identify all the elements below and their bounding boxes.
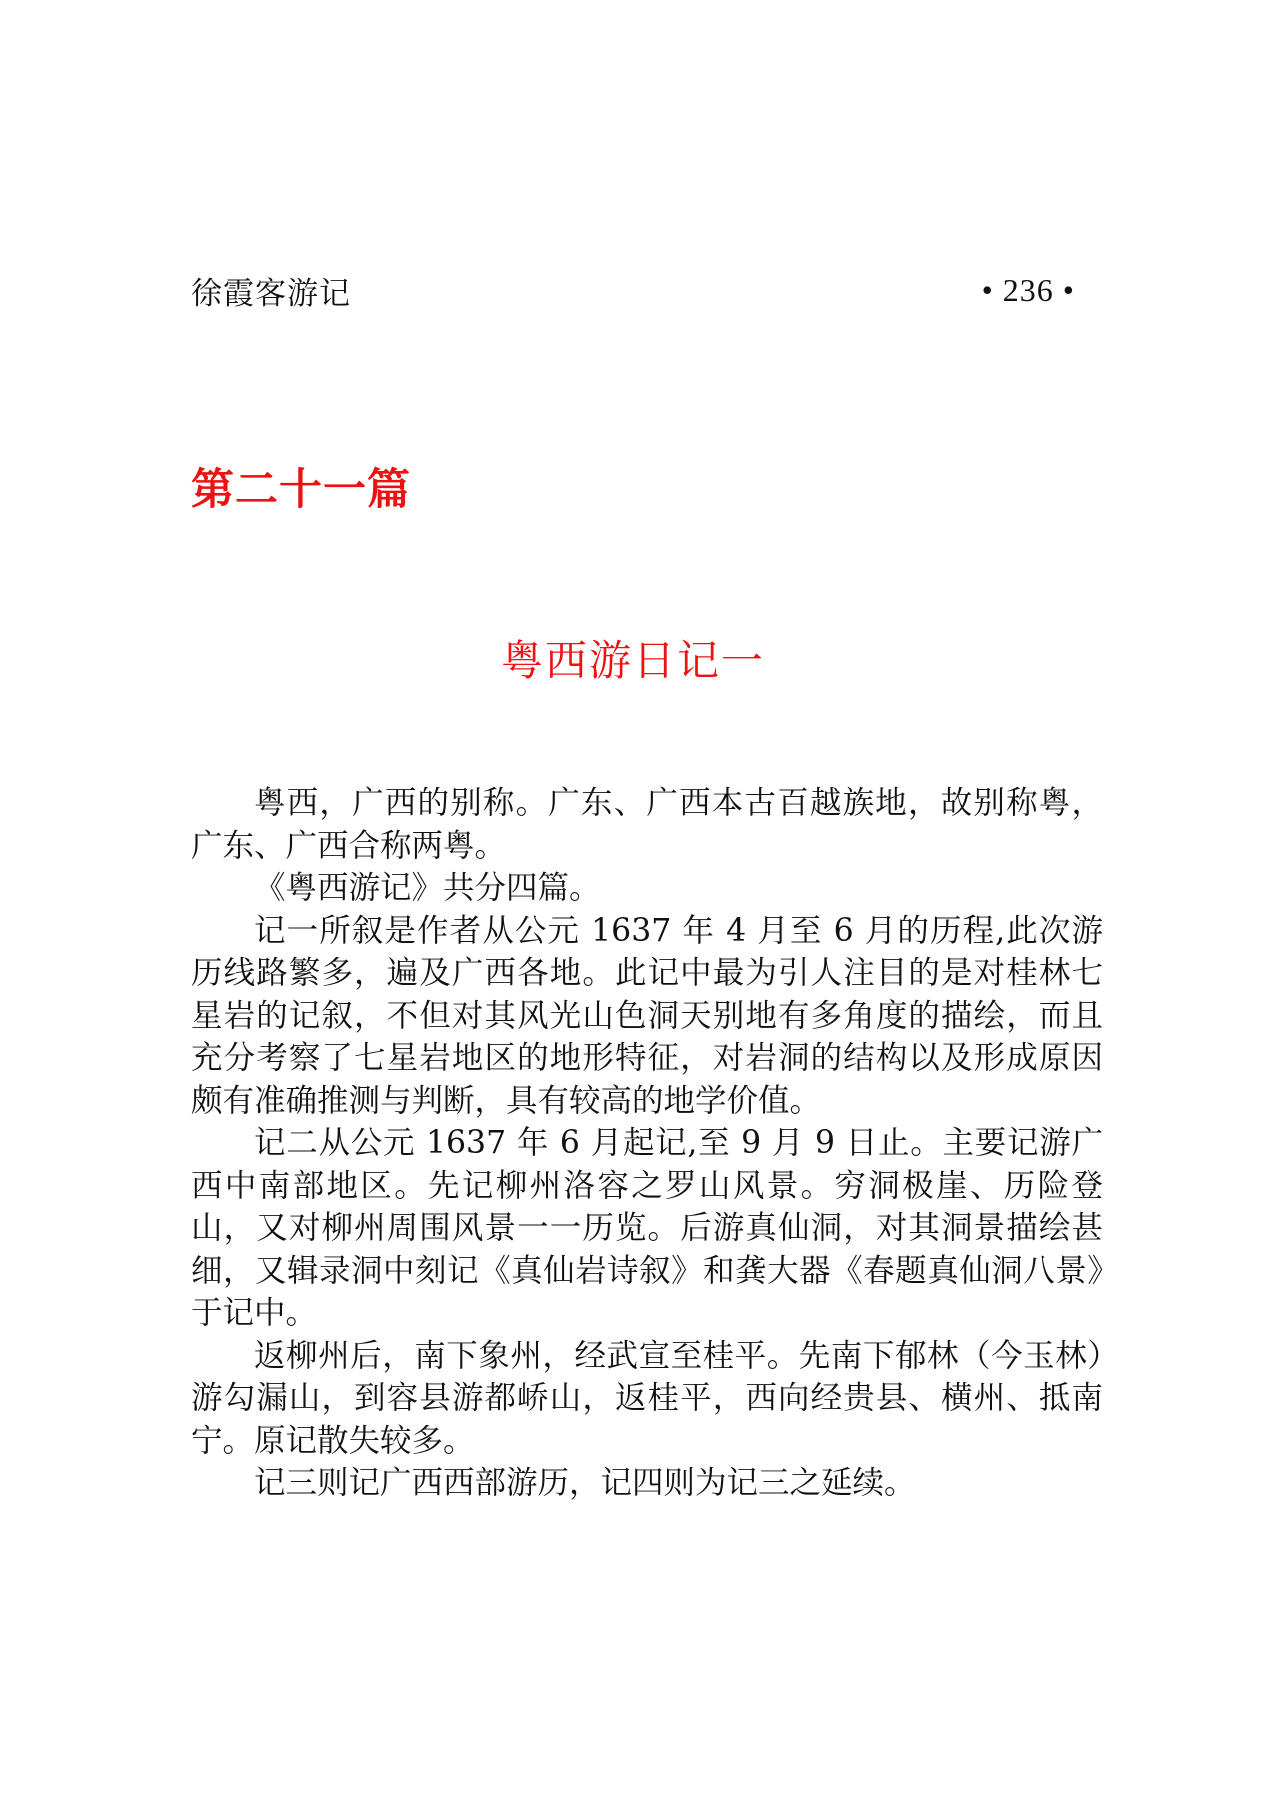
book-title: 徐霞客游记 bbox=[191, 275, 351, 312]
paragraph: 《粤西游记》共分四篇。 bbox=[254, 870, 601, 906]
chapter-title: 粤西游日记一 bbox=[500, 636, 765, 685]
body-text bbox=[191, 782, 1103, 1505]
paragraph: 记二从公元 1637 年 6 月起记,至 9 月 9 日止。主要记游广西中南部地区。先记柳州洛容之罗山风景。穷洞极崖、历险登山，又对柳州周围风景一一历览。后游真仙洞，对其洞景描绘甚细，又辑录洞中刻记《真仙岩诗叙》和龚大器《春题真仙洞八景》于记中。 bbox=[191, 1125, 1103, 1331]
page-number: • 236 • bbox=[981, 271, 1075, 308]
paragraph: 返柳州后，南下象州，经武宣至桂平。先南下郁林（今玉林）游勾漏山，到容县游都峤山，返桂平，西向经贵县、横州、抵南宁。原记散失较多。 bbox=[191, 1337, 1103, 1459]
paragraph: 粤西，广西的别称。广东、广西本古百越族地，故别称粤，广东、广西合称两粤。 bbox=[191, 785, 1103, 864]
chapter-label: 第二十一篇 bbox=[191, 465, 411, 515]
paragraph: 记一所叙是作者从公元 1637 年 4 月至 6 月的历程,此次游历线路繁多，遍及广西各地。此记中最为引人注目的是对桂林七星岩的记叙，不但对其风光山色洞天别地有多角度的描绘，而且充分考察了七星岩地区的地形特征，对岩洞的结构以及形成原因颇有准确推测与判断，具有较高的地学价值。 bbox=[191, 912, 1103, 1119]
paragraph: 记三则记广西西部游历，记四则为记三之延续。 bbox=[254, 1465, 916, 1501]
running-header bbox=[191, 268, 1075, 312]
